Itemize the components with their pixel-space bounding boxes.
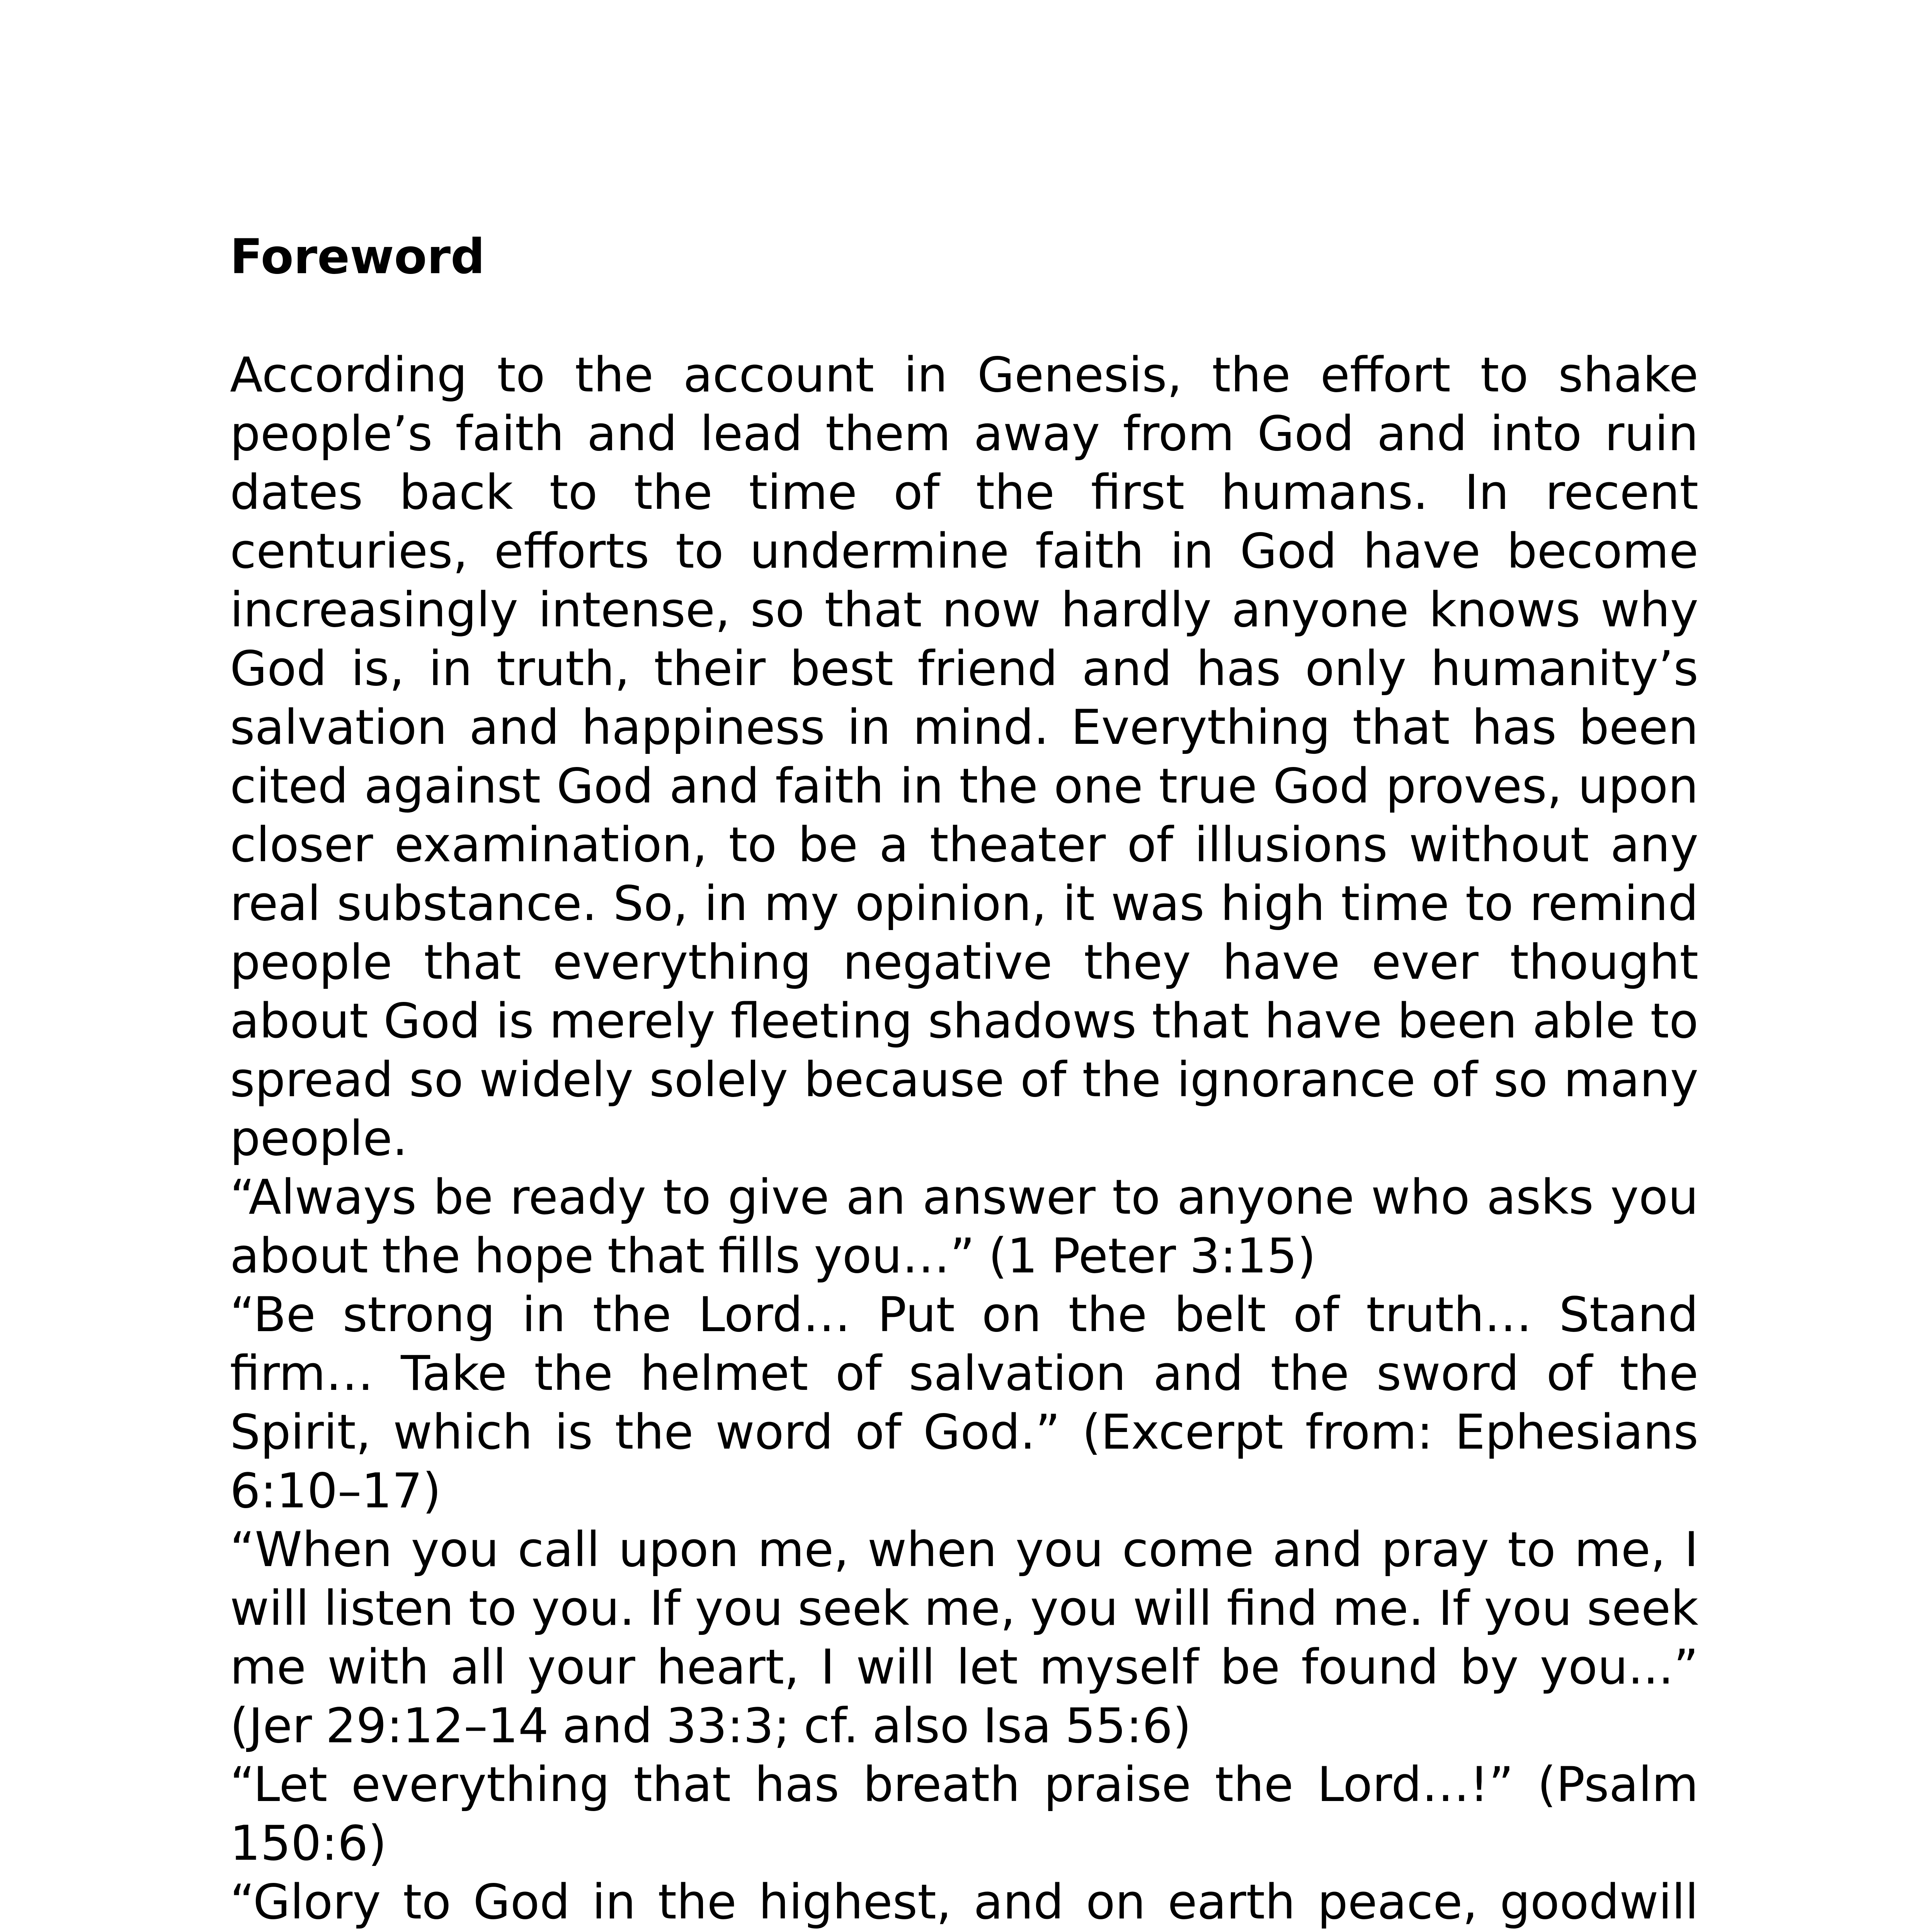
quote-paragraph-4: “Let everything that has breath praise the Lord…!” (Psalm 150:6) (230, 1757, 1698, 1871)
page-title: Foreword (230, 229, 485, 285)
quote-paragraph-3: “When you call upon me, when you come and pray to me, I will listen to you. If you seek me, you will find me. If you seek me with all your heart, I will let myself be found by you...” (Jer 29:12–14 and 33:3; cf. also Isa 55:6) (230, 1522, 1698, 1754)
intro-paragraph: According to the account in Genesis, the effort to shake people’s faith and lead them away from God and into ruin dates back to the time of the first humans. In recent centuries, efforts to undermine faith in God have become increasingly intense, so that now hardly anyone knows why God is, in truth, their best friend and has only humanity’s salvation and happiness in mind. Everything that has been cited against God and faith in the one true God proves, upon closer examination, to be a theater of illusions without any real substance. So, in my opinion, it was high time to remind people that everything negative they have ever thought about God is merely fleeting shadows that have been able to spread so widely solely because of the ignorance of so many people. (230, 347, 1698, 1167)
quote-paragraph-2: “Be strong in the Lord… Put on the belt of truth… Stand firm… Take the helmet of salvation and the sword of the Spirit, which is the word of God.” (Excerpt from: Ephesians 6:10–17) (230, 1287, 1698, 1519)
quote-paragraph-1: “Always be ready to give an answer to anyone who asks you about the hope that fills you…” (1 Peter 3:15) (230, 1170, 1698, 1284)
quote-paragraph-5: “Glory to God in the highest, and on earth peace, goodwill (230, 1874, 1698, 1930)
page-content (230, 228, 1698, 1932)
spacer (230, 286, 1698, 346)
